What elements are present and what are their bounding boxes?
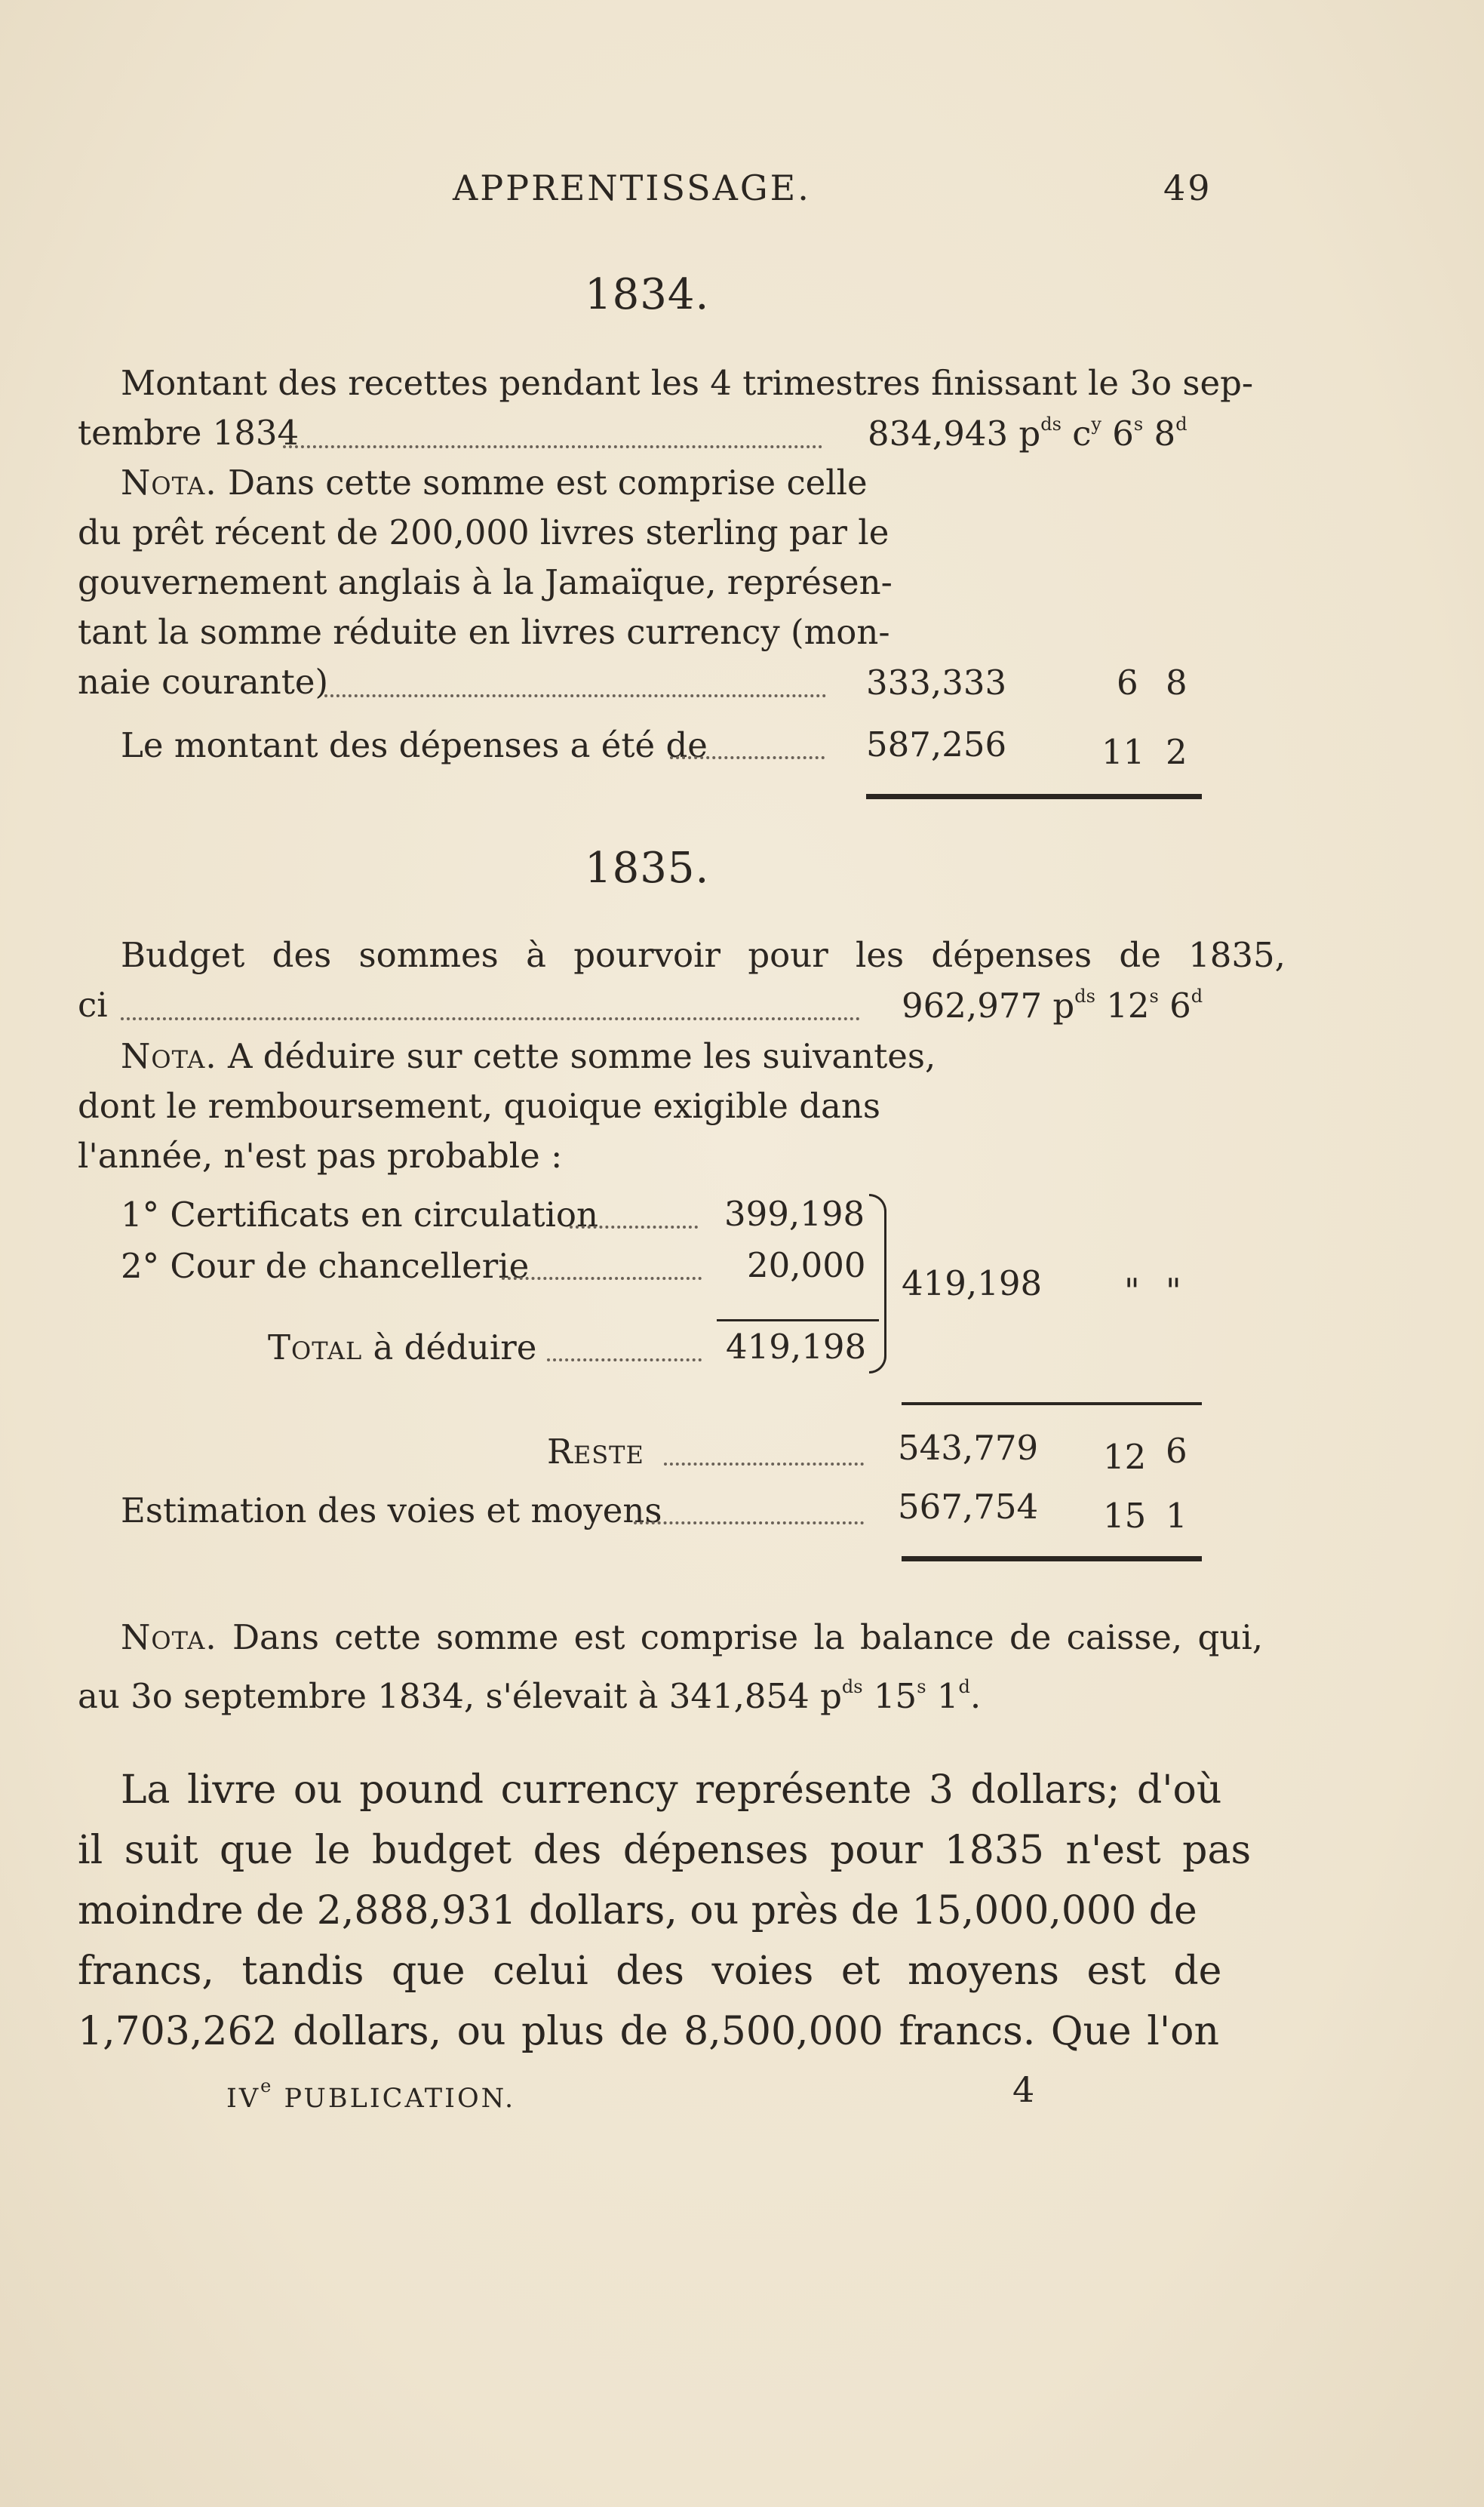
budget-line-1: Budget des sommes à pourvoir pour les dépenses de 1835, xyxy=(121,935,1286,975)
dot-leader xyxy=(670,756,825,759)
final-nota: Nota. Dans cette somme est comprise la balance de caisse, qui, xyxy=(121,1617,1264,1657)
receipts-line-1: Montant des recettes pendant les 4 trimestres finissant le 3o sep- xyxy=(121,363,1254,403)
paragraph-line: francs, tandis que celui des voies et moyens est de xyxy=(78,1949,1222,1994)
nota-1834-line: tant la somme réduite en livres currency (mon- xyxy=(78,612,890,652)
section-year-1835: 1835. xyxy=(585,844,710,893)
running-header: APPRENTISSAGE. xyxy=(453,168,811,208)
paragraph-line: moindre de 2,888,931 dollars, ou près de 15,000,000 de xyxy=(78,1888,1197,1933)
subtotal-rule xyxy=(717,1319,879,1321)
dot-leader xyxy=(570,1226,698,1229)
nota-1835-line: dont le remboursement, quoique exigible dans xyxy=(78,1086,880,1126)
nota-1834-shillings: 6 xyxy=(1117,663,1138,703)
budget-amount: 962,977 $p^{ds}$ 12$^s$ 6$^d$ xyxy=(902,986,1203,1026)
estimation-shillings: 15 xyxy=(1103,1496,1147,1536)
paragraph-line: il suit que le budget des dépenses pour 1835 n'est pas xyxy=(78,1828,1252,1873)
reste-shillings: 12 xyxy=(1103,1437,1147,1477)
receipts-amount: 834,943 $p^{ds}$ $c^y$ 6$^s$ 8$^d$ xyxy=(868,414,1188,454)
dot-leader xyxy=(502,1277,702,1280)
paragraph-line: 1,703,262 dollars, ou plus de 8,500,000 francs. Que l'on xyxy=(78,2009,1219,2054)
expenses-shillings: 11 xyxy=(1101,732,1145,772)
brace-amount: 419,198 xyxy=(902,1263,1043,1303)
total-deduct-label: Total à déduire xyxy=(268,1327,537,1367)
total-rule xyxy=(866,794,1202,799)
brace-shillings: " xyxy=(1124,1271,1140,1311)
reste-label: Reste xyxy=(547,1432,644,1472)
nota-1835: Nota. A déduire sur cette somme les suivantes, xyxy=(121,1036,936,1076)
receipts-line-2: tembre 1834 xyxy=(78,413,300,453)
nota-1834: Nota. Dans cette somme est comprise celle xyxy=(121,463,868,503)
nota-1834-line: gouvernement anglais à la Jamaïque, représen- xyxy=(78,562,893,602)
item-chancellerie-amount: 20,000 xyxy=(747,1245,866,1285)
item-certificats: 1° Certificats en circulation xyxy=(121,1195,598,1235)
nota-1834-amount: 333,333 xyxy=(866,663,1007,703)
item-chancellerie: 2° Cour de chancellerie xyxy=(121,1246,530,1286)
brace-pence: " xyxy=(1166,1271,1181,1311)
expenses-label: Le montant des dépenses a été de xyxy=(121,725,708,765)
nota-1834-line: naie courante) xyxy=(78,662,329,702)
dot-leader xyxy=(324,694,826,697)
reste-pence: 6 xyxy=(1166,1431,1188,1471)
dot-leader xyxy=(283,445,822,448)
reste-amount: 543,779 xyxy=(898,1428,1039,1468)
section-year-1834: 1834. xyxy=(585,270,710,319)
expenses-amount: 587,256 xyxy=(866,724,1007,764)
dot-leader xyxy=(121,1017,860,1020)
dot-leader xyxy=(547,1358,702,1361)
estimation-pence: 1 xyxy=(1166,1496,1188,1536)
total-deduct-amount: 419,198 xyxy=(726,1327,867,1367)
signature-mark: 4 xyxy=(1012,2069,1035,2110)
total-rule xyxy=(902,1556,1202,1561)
nota-1834-pence: 8 xyxy=(1166,663,1188,703)
budget-line-2: ci xyxy=(78,985,108,1025)
expenses-pence: 2 xyxy=(1166,732,1188,772)
item-certificats-amount: 399,198 xyxy=(724,1194,865,1234)
nota-1834-line: du prêt récent de 200,000 livres sterling par le xyxy=(78,512,889,552)
estimation-amount: 567,754 xyxy=(898,1487,1039,1527)
page-number: 49 xyxy=(1163,168,1212,208)
reste-rule xyxy=(902,1402,1202,1405)
paragraph-line: La livre ou pound currency représente 3 dollars; d'où xyxy=(121,1767,1222,1813)
final-nota-line-2: au 3o septembre 1834, s'élevait à 341,854 $p^{ds}$ 15$^s$ 1$^d$. xyxy=(78,1676,982,1716)
dot-leader xyxy=(664,1463,864,1466)
dot-leader xyxy=(634,1521,864,1524)
brace xyxy=(869,1194,886,1373)
nota-1835-line: l'année, n'est pas probable : xyxy=(78,1136,563,1176)
publication-footer: IVe PUBLICATION. xyxy=(226,2075,516,2114)
estimation-label: Estimation des voies et moyens xyxy=(121,1490,662,1530)
